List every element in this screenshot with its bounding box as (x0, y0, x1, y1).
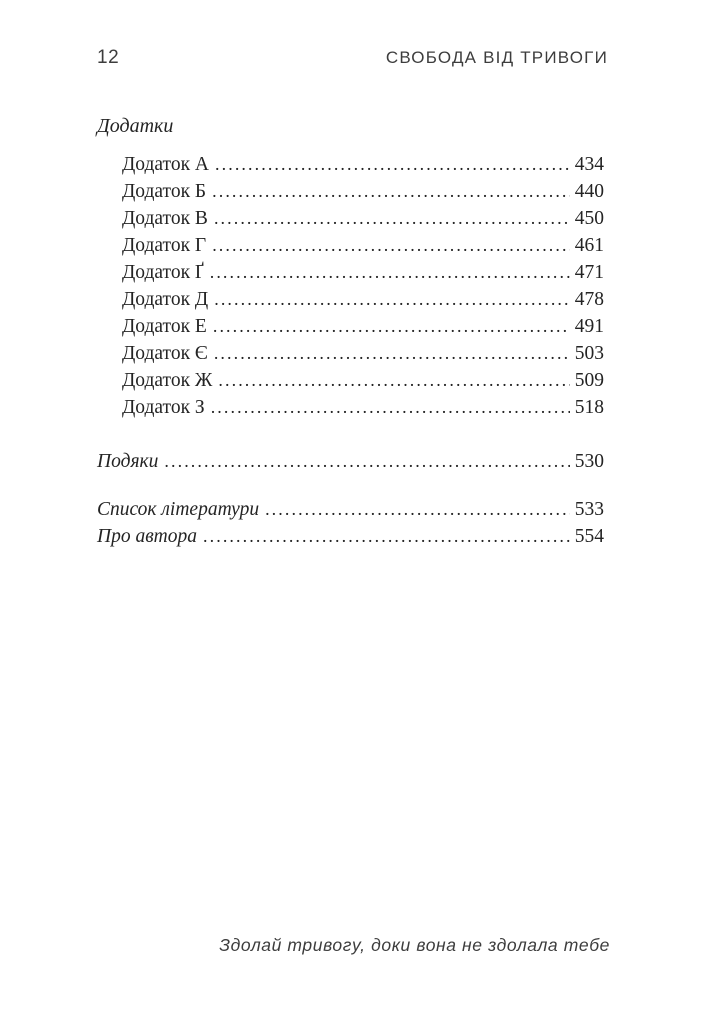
dot-leader (214, 286, 570, 313)
running-header (97, 47, 608, 69)
toc-entry-label: Додаток Д (122, 289, 209, 310)
dot-leader (214, 205, 570, 232)
page-number: 12 (97, 47, 120, 68)
toc-entry-label: Додаток Ґ (122, 262, 204, 283)
toc-entry-page: 491 (574, 316, 604, 337)
toc-extras (97, 496, 604, 550)
toc-entry-label: Додаток З (122, 397, 205, 418)
toc-row-bibliography (97, 496, 604, 523)
toc-entry-label: Про автора (97, 526, 198, 547)
toc-entry-label: Додаток Б (122, 181, 207, 202)
toc-row (97, 205, 604, 232)
toc-entry-page: 434 (574, 154, 604, 175)
dot-leader (164, 448, 569, 475)
toc-entry-label: Додаток В (122, 208, 208, 229)
toc-entry-page: 518 (574, 397, 604, 418)
toc-entry-label: Додаток Е (122, 316, 207, 337)
table-of-contents (97, 114, 604, 550)
toc-section-heading: Додатки (97, 115, 174, 137)
dot-leader (210, 259, 570, 286)
dot-leader (211, 394, 570, 421)
toc-entry-label: Додаток Ж (122, 370, 213, 391)
toc-row (97, 259, 604, 286)
toc-row (97, 232, 604, 259)
toc-row-about-author (97, 523, 604, 550)
dot-leader (218, 367, 569, 394)
toc-entry-page: 533 (574, 499, 604, 520)
toc-entry-page: 554 (574, 526, 604, 547)
toc-entry-label: Додаток А (122, 154, 210, 175)
toc-row (97, 394, 604, 421)
toc-entry-page: 509 (574, 370, 604, 391)
dot-leader (265, 496, 570, 523)
toc-entry-page: 461 (574, 235, 604, 256)
toc-entry-label: Додаток Є (122, 343, 208, 364)
toc-entry-page: 478 (574, 289, 604, 310)
toc-entry-page: 471 (574, 262, 604, 283)
dot-leader (215, 151, 570, 178)
dot-leader (213, 313, 570, 340)
toc-row (97, 178, 604, 205)
toc-row (97, 313, 604, 340)
dot-leader (212, 178, 570, 205)
running-title: СВОБОДА ВІД ТРИВОГИ (385, 48, 608, 67)
toc-entry-page: 530 (574, 451, 604, 472)
toc-row (97, 340, 604, 367)
dot-leader (214, 340, 570, 367)
toc-row (97, 286, 604, 313)
dot-leader (203, 523, 570, 550)
toc-entry-label: Подяки (97, 451, 159, 472)
toc-entry-label: Додаток Г (122, 235, 207, 256)
footer-tagline: Здолай тривогу, доки вона не здолала тебе (219, 935, 610, 955)
toc-entry-label: Список літератури (97, 499, 260, 520)
toc-entry-page: 450 (574, 208, 604, 229)
dot-leader (212, 232, 570, 259)
toc-row-acknowledgements (97, 448, 604, 475)
toc-entry-page: 503 (574, 343, 604, 364)
toc-row (97, 151, 604, 178)
toc-row (97, 367, 604, 394)
toc-entry-page: 440 (574, 181, 604, 202)
